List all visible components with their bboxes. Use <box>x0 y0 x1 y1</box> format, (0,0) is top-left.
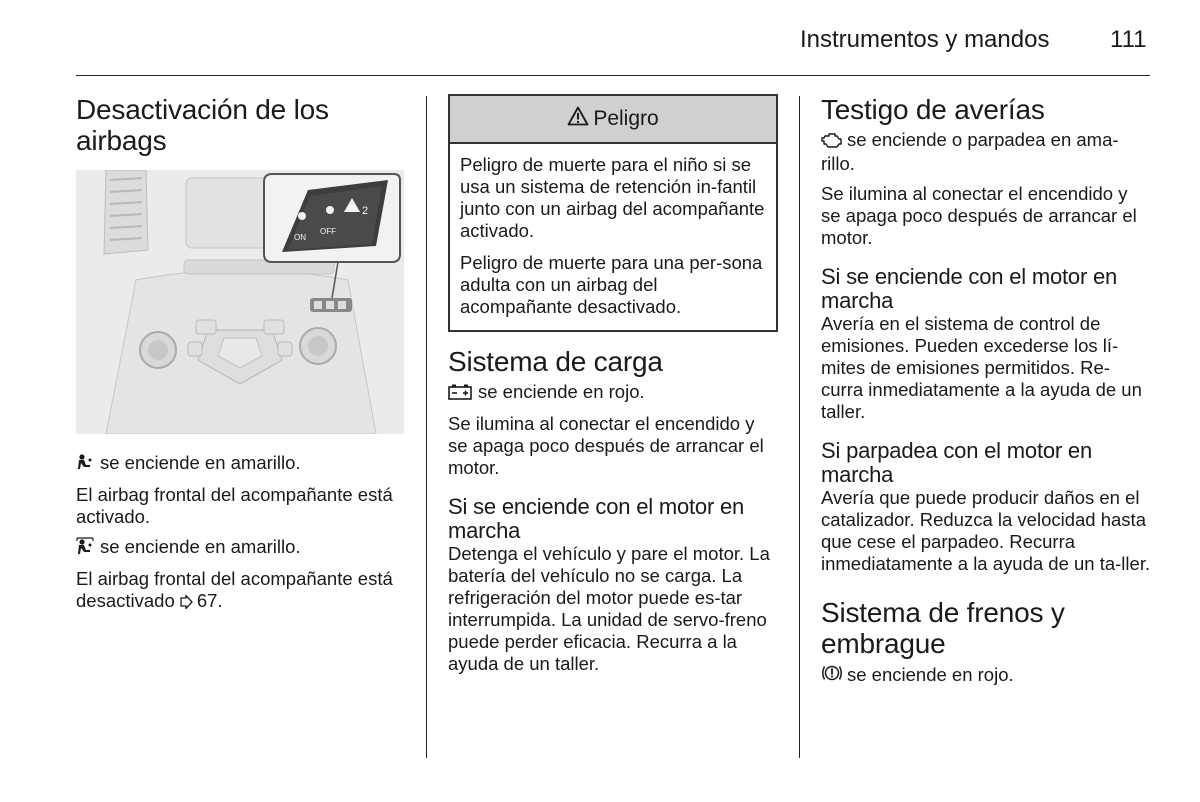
battery-paragraph <box>448 381 778 405</box>
airbag-off-icon <box>76 537 94 560</box>
airbag-deactivated-text: El airbag frontal del acompañante está desactivado <box>76 568 393 611</box>
subheading-lights-running: Si se enciende con el motor en marcha <box>821 264 1118 313</box>
brake-text: se enciende en rojo. <box>847 664 1014 685</box>
danger-title: Peligro <box>593 107 659 130</box>
charging-action-text: Detenga el vehículo y pare el motor. La batería del vehículo no se carga. La refrigeración del motor puede es-tar interrumpida. La unidad de servo-freno puede perder eficacia. Recurra a la ayuda de un taller. <box>448 543 770 674</box>
heading-brake-clutch: Sistema de frenos y embrague <box>821 597 1065 659</box>
airbag-on-icon <box>76 453 94 476</box>
danger-text-child: Peligro de muerte para el niño si se usa un sistema de retención in-fantil junto con un airbag del acompañante activado. <box>460 154 765 241</box>
warning-triangle-icon <box>567 106 589 132</box>
airbag-deactivated-paragraph <box>76 568 406 614</box>
airbag-on-text: se enciende en amarillo. <box>100 452 301 473</box>
subheading-engine-running: Si se enciende con el motor en marcha <box>448 494 745 543</box>
page-header <box>0 0 1200 78</box>
engine-icon <box>821 131 843 153</box>
page-number: 111 <box>1110 26 1147 53</box>
page-reference[interactable]: 67. <box>196 590 223 611</box>
figure-label-on: ON <box>294 233 306 242</box>
column-divider <box>426 96 427 758</box>
danger-header <box>450 96 776 144</box>
battery-text: se enciende en rojo. <box>478 381 645 402</box>
danger-body <box>450 144 776 330</box>
subheading-flashing-running: Si parpadea con el motor en marcha <box>821 438 1092 487</box>
engine-lights-text: Se ilumina al conectar el encendido y se apaga poco después de arrancar el motor. <box>821 183 1137 248</box>
dashboard-illustration <box>76 170 404 434</box>
reference-arrow-icon[interactable] <box>180 592 193 614</box>
section-title: Instrumentos y mandos <box>800 26 1050 53</box>
figure-label-2: 2 <box>362 205 369 217</box>
danger-box <box>448 94 778 332</box>
column-airbags <box>76 94 406 622</box>
battery-icon <box>448 383 472 405</box>
airbag-active-text: El airbag frontal del acompañante está activado. <box>76 484 393 527</box>
heading-malfunction-light: Testigo de averías <box>821 94 1045 125</box>
airbag-on-paragraph <box>76 452 406 476</box>
brake-icon <box>821 663 843 688</box>
engine-paragraph <box>821 129 1151 175</box>
column-divider <box>799 96 800 758</box>
heading-charging-system: Sistema de carga <box>448 346 663 377</box>
brake-paragraph <box>821 663 1151 688</box>
figure-label-off: OFF <box>320 227 336 236</box>
charging-lights-text: Se ilumina al conectar el encendido y se apaga poco después de arrancar el motor. <box>448 413 764 478</box>
airbag-off-text: se enciende en amarillo. <box>100 536 301 557</box>
catalyst-text: Avería que puede producir daños en el catalizador. Reduzca la velocidad hasta que cese el parpadeo. Recurra inmediatamente a la ayuda de un ta-ller. <box>821 487 1151 574</box>
column-malfunction <box>821 94 1151 696</box>
danger-text-adult: Peligro de muerte para una per-sona adulta con un airbag del acompañante desactivado. <box>460 252 763 317</box>
emissions-text: Avería en el sistema de control de emisiones. Pueden excederse los lí-mites de emisiones permitidos. Re-curra inmediatamente a la ayuda de un taller. <box>821 313 1142 422</box>
column-charging <box>448 94 778 683</box>
engine-text: se enciende o parpadea en ama-rillo. <box>821 129 1119 174</box>
header-rule <box>76 75 1150 76</box>
airbag-off-paragraph <box>76 536 406 560</box>
heading-airbag-deactivation: Desactivación de los airbags <box>76 94 329 156</box>
